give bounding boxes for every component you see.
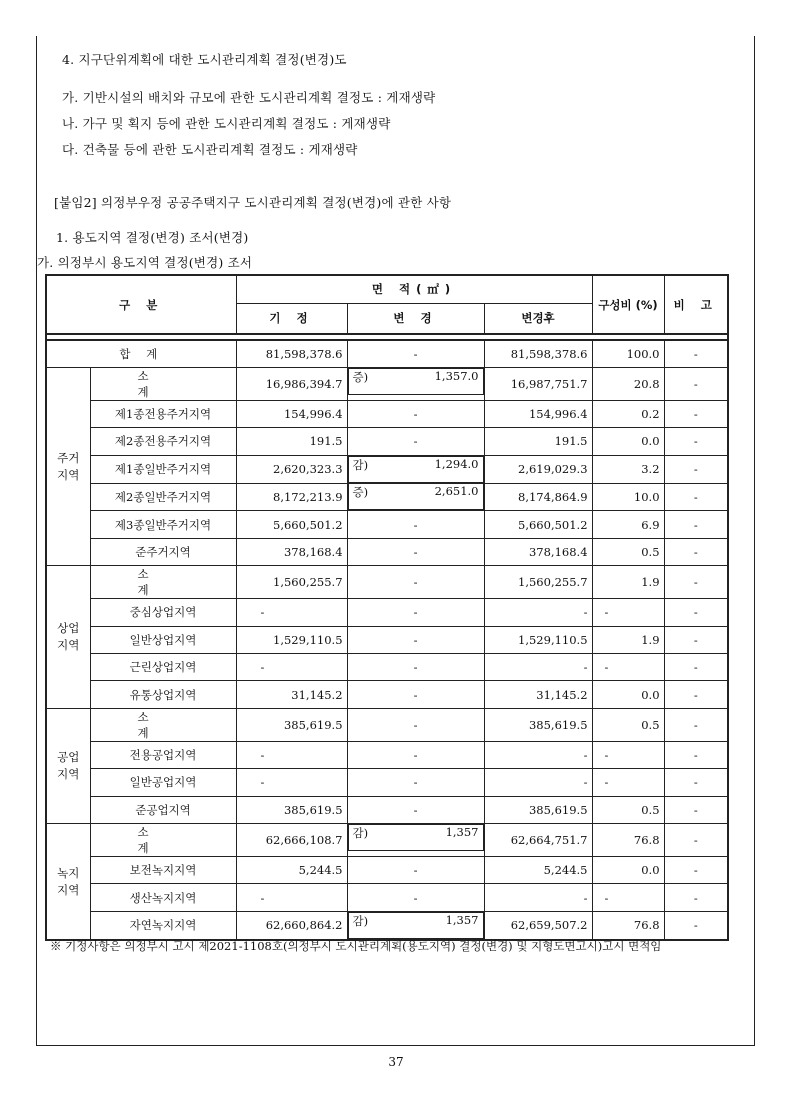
row-note: - [664,654,728,681]
row-existing: 62,666,108.7 [236,823,347,856]
row-after: 16,987,751.7 [484,367,592,400]
row-existing: 8,172,213.9 [236,483,347,511]
row-existing: 16,986,394.7 [236,367,347,400]
row-note: - [664,428,728,455]
row-label [90,400,236,427]
table-row [46,911,728,940]
header-existing: 기 정 [236,303,347,334]
table-row [46,856,728,883]
row-label-text: 중심상업지역 [129,605,197,620]
row-existing: 5,244.5 [236,856,347,883]
row-change [348,483,484,510]
row-label-text: 일반공업지역 [129,775,197,790]
change-value: - [413,747,418,762]
row-label-text: 제1종전용주거지역 [114,407,212,422]
row-label-text: 제3종일반주거지역 [114,517,212,532]
total-change: - [347,340,484,367]
row-after: - [484,769,592,796]
row-label-text: 제1종일반주거지역 [114,462,212,477]
row-label [90,538,236,565]
row-existing: 385,619.5 [236,796,347,823]
table-row [46,566,728,599]
row-label-text: 소 계 [137,368,189,399]
row-change [347,769,484,796]
row-existing: - [236,599,347,626]
row-note: - [664,455,728,483]
row-after: 62,664,751.7 [484,823,592,856]
table-caption: 가. 의정부시 용도지역 결정(변경) 조서 [37,255,253,270]
total-ratio: 100.0 [592,340,664,367]
change-value: 1,357 [445,824,479,839]
row-note: - [664,911,728,940]
row-existing: 1,529,110.5 [236,626,347,653]
table-row [46,626,728,653]
header-gubun: 구 분 [46,275,236,334]
row-after: - [484,654,592,681]
row-after: 5,244.5 [484,856,592,883]
row-after: 5,660,501.2 [484,511,592,538]
row-note: - [664,511,728,538]
change-prefix: 감) [352,457,369,472]
row-after: 1,529,110.5 [484,626,592,653]
header-area: 면 적(㎡) [236,275,592,303]
change-value: - [413,545,418,560]
row-label [90,483,236,511]
change-value: - [413,407,418,422]
change-value: 1,357.0 [434,368,479,383]
change-prefix: 감) [352,825,369,840]
row-note: - [664,626,728,653]
row-label-text: 일반상업지역 [129,632,197,647]
header-ratio: 구성비 (%) [592,275,664,334]
row-note: - [664,483,728,511]
attachment-title: [붙임2] 의정부우정 공공주택지구 도시관리계획 결정(변경)에 관한 사항 [54,195,452,210]
row-note: - [664,708,728,741]
change-prefix: 증) [352,485,369,500]
row-after: 385,619.5 [484,796,592,823]
row-change [347,626,484,653]
row-label [90,455,236,483]
row-label [90,708,236,741]
row-existing: - [236,769,347,796]
header-change: 변 경 [347,303,484,334]
row-existing: 154,996.4 [236,400,347,427]
row-existing: 62,660,864.2 [236,911,347,940]
change-value: - [413,775,418,790]
row-existing: 378,168.4 [236,538,347,565]
table-row [46,823,728,856]
row-existing: - [236,654,347,681]
row-change [347,428,484,455]
subsection-heading: 1. 용도지역 결정(변경) 조서(변경) [56,230,249,245]
row-change [347,856,484,883]
row-change [348,824,484,851]
row-change [347,511,484,538]
row-change [347,599,484,626]
row-ratio: 1.9 [592,626,664,653]
row-ratio: 20.8 [592,367,664,400]
row-after: 385,619.5 [484,708,592,741]
row-change [347,566,484,599]
row-ratio: 3.2 [592,455,664,483]
row-note: - [664,566,728,599]
row-note: - [664,769,728,796]
change-value: - [413,517,418,532]
row-label [90,741,236,768]
row-label-text: 보전녹지지역 [129,863,197,878]
row-label-text: 제2종일반주거지역 [114,490,212,504]
row-after: - [484,741,592,768]
row-after: - [484,884,592,911]
row-label-text: 준공업지역 [135,802,191,817]
table-row [46,511,728,538]
row-label [90,911,236,940]
row-change [348,456,484,483]
row-label [90,884,236,911]
row-ratio: 1.9 [592,566,664,599]
total-label-text: 합 계 [119,346,164,361]
table-row [46,367,728,400]
row-note: - [664,367,728,400]
row-ratio: 0.5 [592,708,664,741]
row-note: - [664,741,728,768]
row-ratio: 0.5 [592,796,664,823]
total-row [46,340,728,367]
row-label [90,796,236,823]
row-note: - [664,400,728,427]
change-value: - [413,717,418,732]
row-note: - [664,856,728,883]
row-change [347,400,484,427]
row-existing: 2,620,323.3 [236,455,347,483]
row-note: - [664,538,728,565]
row-after: 62,659,507.2 [484,911,592,940]
change-prefix: 증) [352,369,369,384]
row-change [347,708,484,741]
group-name: 상업 지역 [46,566,90,709]
row-label [90,599,236,626]
total-existing: 81,598,378.6 [236,340,347,367]
table-row [46,884,728,911]
change-value: 2,651.0 [434,484,479,499]
row-after: 8,174,864.9 [484,483,592,511]
table-row [46,654,728,681]
row-ratio: 0.0 [592,681,664,708]
row-label [90,681,236,708]
row-ratio: - [592,884,664,911]
row-ratio: 6.9 [592,511,664,538]
table-row [46,599,728,626]
table-row [46,796,728,823]
row-note: - [664,796,728,823]
row-label [90,654,236,681]
change-prefix: 감) [352,913,369,928]
change-value: 1,357 [445,912,479,927]
row-change [348,368,484,395]
table-row [46,741,728,768]
row-existing: - [236,741,347,768]
row-existing: 31,145.2 [236,681,347,708]
total-note: - [664,340,728,367]
change-value: - [413,632,418,647]
group-name: 공업 지역 [46,708,90,823]
change-value: - [413,434,418,449]
row-label [90,428,236,455]
row-note: - [664,599,728,626]
row-label [90,367,236,400]
row-note: - [664,681,728,708]
row-label [90,823,236,856]
row-after: 191.5 [484,428,592,455]
row-label-text: 소 계 [137,709,189,740]
header-after: 변경후 [484,303,592,334]
row-label-text: 제2종전용주거지역 [114,434,212,449]
row-note: - [664,823,728,856]
row-change [347,884,484,911]
change-value: - [413,605,418,620]
row-label [90,566,236,599]
table-row [46,455,728,483]
row-after: 1,560,255.7 [484,566,592,599]
row-label-text: 전용공업지역 [129,747,197,762]
row-ratio: - [592,599,664,626]
row-after: 2,619,029.3 [484,455,592,483]
row-label [90,511,236,538]
row-existing: - [236,884,347,911]
item-na: 나. 가구 및 획지 등에 관한 도시관리계획 결정도 : 게재생략 [62,116,391,131]
table-row [46,428,728,455]
row-ratio: 76.8 [592,823,664,856]
change-value: - [413,890,418,905]
row-existing: 191.5 [236,428,347,455]
row-ratio: 76.8 [592,911,664,940]
zoning-table-body [46,334,728,940]
row-label-text: 소 계 [137,567,189,598]
row-existing: 385,619.5 [236,708,347,741]
row-change [347,796,484,823]
table-row [46,538,728,565]
change-value: - [413,802,418,817]
row-after: 378,168.4 [484,538,592,565]
row-ratio: - [592,654,664,681]
row-existing: 5,660,501.2 [236,511,347,538]
row-label-text: 유통상업지역 [129,687,197,702]
table-row [46,708,728,741]
header-note: 비 고 [664,275,728,334]
row-label-text: 생산녹지지역 [129,890,197,905]
footnote: ※ 기정사항은 의정부시 고시 제2021-1108호(의정부시 도시관리계획(용도지역) 결정(변경) 및 지형도면고시)고시 면적임 [50,939,662,953]
row-change [347,681,484,708]
row-ratio: - [592,769,664,796]
section-heading-4: 4. 지구단위계획에 대한 도시관리계획 결정(변경)도 [62,52,347,67]
row-label-text: 자연녹지지역 [129,918,197,933]
row-change [347,741,484,768]
change-value: - [413,863,418,878]
item-da: 다. 건축물 등에 관한 도시관리계획 결정도 : 게재생략 [62,142,358,157]
table-row [46,400,728,427]
total-after: 81,598,378.6 [484,340,592,367]
item-ga: 가. 기반시설의 배치와 규모에 관한 도시관리계획 결정도 : 게재생략 [62,90,436,105]
row-ratio: 0.0 [592,856,664,883]
table-row [46,681,728,708]
row-after: - [484,599,592,626]
table-row [46,483,728,511]
row-ratio: - [592,741,664,768]
row-label-text: 근린상업지역 [129,660,197,675]
row-label [90,626,236,653]
row-after: 154,996.4 [484,400,592,427]
row-label-text: 소 계 [137,824,189,855]
change-value: 1,294.0 [434,456,479,471]
group-name: 주거 지역 [46,367,90,565]
change-value: - [413,660,418,675]
row-change [348,912,484,939]
table-row [46,769,728,796]
row-ratio: 10.0 [592,483,664,511]
row-label [90,769,236,796]
row-after: 31,145.2 [484,681,592,708]
row-label-text: 준주거지역 [135,545,191,560]
page-number: 37 [388,1055,404,1069]
row-change [347,538,484,565]
change-value: - [413,687,418,702]
group-name: 녹지 지역 [46,823,90,940]
row-ratio: 0.5 [592,538,664,565]
row-ratio: 0.2 [592,400,664,427]
change-value: - [413,575,418,590]
row-existing: 1,560,255.7 [236,566,347,599]
row-label [90,856,236,883]
row-change [347,654,484,681]
total-label [46,340,236,367]
row-ratio: 0.0 [592,428,664,455]
row-note: - [664,884,728,911]
zoning-table [45,274,729,941]
